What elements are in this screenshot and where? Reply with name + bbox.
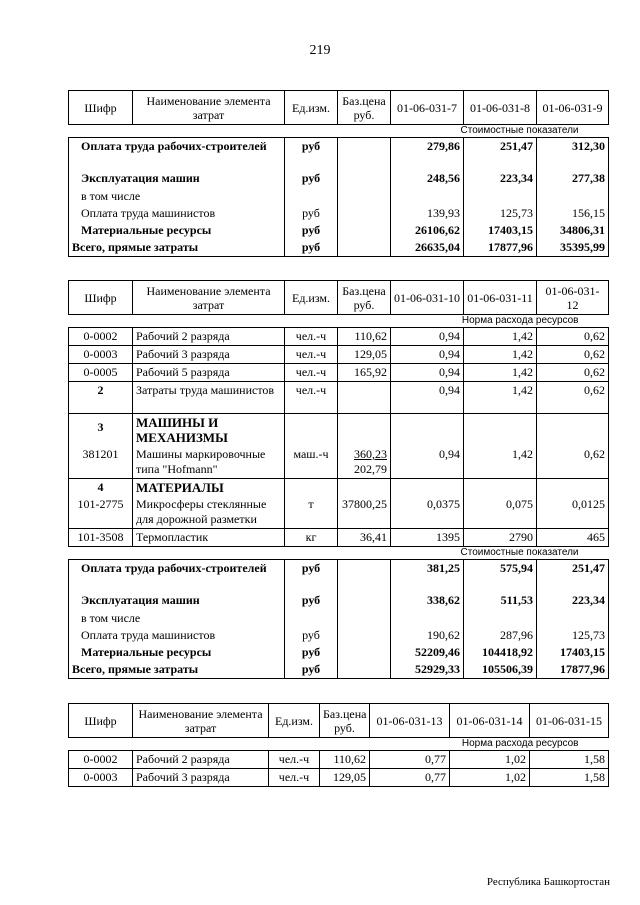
header-price: Баз.цена руб.: [338, 91, 391, 125]
row-unit: чел.-ч: [285, 328, 338, 346]
row-value: 17403,15: [464, 222, 537, 239]
row-price: 36,41: [338, 529, 391, 547]
row-unit: руб: [285, 627, 338, 644]
row-name: Термопластик: [133, 529, 285, 547]
row-code: 101-2775: [69, 496, 133, 529]
row-value: 338,62: [391, 592, 464, 610]
row-name: Рабочий 5 разряда: [133, 364, 285, 382]
table-row: [69, 751, 609, 769]
row-unit: руб: [285, 138, 338, 170]
section-label-row: [69, 125, 609, 138]
row-price: 129,05: [338, 346, 391, 364]
row-value: 35395,99: [537, 239, 609, 257]
header-price: Баз.цена руб.: [338, 281, 391, 315]
row-value: [464, 610, 537, 627]
row-name: Оплата труда рабочих-строителей: [69, 560, 285, 592]
row-price-secondary: 202,79: [354, 462, 387, 476]
table-row: [69, 610, 609, 627]
table-row: [69, 170, 609, 188]
table-row: [69, 364, 609, 382]
row-name: в том числе: [69, 610, 285, 627]
row-code: 0-0003: [69, 346, 133, 364]
row-value: 0,62: [537, 382, 609, 414]
row-unit: чел.-ч: [285, 364, 338, 382]
row-value: 1,42: [464, 364, 537, 382]
row-name: МАШИНЫ И МЕХАНИЗМЫ: [133, 414, 285, 447]
table-row: [69, 446, 609, 479]
header-col: 01-06-031-7: [391, 91, 464, 125]
row-value: 223,34: [464, 170, 537, 188]
row-value: 1,02: [450, 769, 530, 787]
row-name: Рабочий 2 разряда: [133, 751, 269, 769]
table-row: [69, 205, 609, 222]
row-value: 0,94: [391, 364, 464, 382]
row-price: 110,62: [338, 328, 391, 346]
row-price: [338, 661, 391, 679]
row-unit: чел.-ч: [285, 346, 338, 364]
table-row: [69, 222, 609, 239]
section-label: Норма расхода ресурсов: [69, 315, 609, 328]
row-price: [338, 239, 391, 257]
row-price: 129,05: [320, 769, 370, 787]
table-row: [69, 769, 609, 787]
header-name: Наименование элемента затрат: [133, 91, 285, 125]
row-value: 139,93: [391, 205, 464, 222]
header-col: 01-06-031-12: [537, 281, 609, 315]
row-value: 190,62: [391, 627, 464, 644]
row-value: 575,94: [464, 560, 537, 592]
row-value: 34806,31: [537, 222, 609, 239]
table-row: [69, 661, 609, 679]
row-price: [338, 138, 391, 170]
table-header-row: [69, 281, 609, 315]
row-unit: чел.-ч: [269, 751, 320, 769]
row-code: 3: [69, 414, 133, 447]
row-value: 287,96: [464, 627, 537, 644]
row-price: [338, 205, 391, 222]
table-row: [69, 414, 609, 447]
header-name: Наименование элемента затрат: [133, 281, 285, 315]
row-price: [338, 479, 391, 497]
table-header-row: [69, 704, 609, 738]
section-label-row: [69, 738, 609, 751]
row-code: 0-0005: [69, 364, 133, 382]
row-value: 279,86: [391, 138, 464, 170]
table-row: [69, 496, 609, 529]
row-value: [464, 188, 537, 205]
row-value: 1,58: [530, 769, 609, 787]
row-unit: [285, 188, 338, 205]
row-value: 17403,15: [537, 644, 609, 661]
row-unit: руб: [285, 592, 338, 610]
section-label: Стоимостные показатели: [69, 125, 609, 138]
row-price: [338, 446, 391, 479]
row-value: [537, 610, 609, 627]
row-value: 0,77: [370, 751, 450, 769]
row-price: [338, 188, 391, 205]
row-value: 1,42: [464, 382, 537, 414]
row-unit: кг: [285, 529, 338, 547]
row-value: 1,02: [450, 751, 530, 769]
row-value: [391, 414, 464, 447]
row-value: 465: [537, 529, 609, 547]
row-value: [391, 188, 464, 205]
row-name: Всего, прямые затраты: [69, 239, 285, 257]
row-name: Материальные ресурсы: [69, 644, 285, 661]
header-code: Шифр: [69, 704, 133, 738]
row-value: 0,075: [464, 496, 537, 529]
row-price: [338, 222, 391, 239]
row-name: Оплата труда машинистов: [69, 627, 285, 644]
row-value: 312,30: [537, 138, 609, 170]
table-row: [69, 188, 609, 205]
row-value: 105506,39: [464, 661, 537, 679]
row-value: [464, 414, 537, 447]
row-price-main: 360,23: [354, 447, 387, 461]
row-price: [338, 610, 391, 627]
resource-table-2: [68, 280, 609, 679]
row-value: 156,15: [537, 205, 609, 222]
row-value: 0,0375: [391, 496, 464, 529]
row-unit: [285, 414, 338, 447]
row-value: [391, 610, 464, 627]
table-row: [69, 479, 609, 497]
table-row: [69, 644, 609, 661]
table-row: [69, 627, 609, 644]
row-value: 52209,46: [391, 644, 464, 661]
row-value: 0,94: [391, 346, 464, 364]
row-name: Материальные ресурсы: [69, 222, 285, 239]
row-name: Рабочий 3 разряда: [133, 346, 285, 364]
section-label-row: [69, 547, 609, 560]
row-price: [338, 592, 391, 610]
section-label-row: [69, 315, 609, 328]
table-row: [69, 138, 609, 170]
table-row: [69, 592, 609, 610]
row-value: 1,42: [464, 346, 537, 364]
row-name: Всего, прямые затраты: [69, 661, 285, 679]
row-value: 17877,96: [537, 661, 609, 679]
row-price: 37800,25: [338, 496, 391, 529]
row-value: 0,77: [370, 769, 450, 787]
row-code: 0-0002: [69, 751, 133, 769]
table-row: [69, 328, 609, 346]
row-value: 248,56: [391, 170, 464, 188]
row-unit: чел.-ч: [285, 382, 338, 414]
row-name: Рабочий 3 разряда: [133, 769, 269, 787]
header-col: 01-06-031-8: [464, 91, 537, 125]
row-unit: [285, 479, 338, 497]
row-name: Рабочий 2 разряда: [133, 328, 285, 346]
row-value: 0,62: [537, 346, 609, 364]
row-value: 251,47: [464, 138, 537, 170]
table-row: [69, 560, 609, 592]
header-code: Шифр: [69, 91, 133, 125]
row-value: 0,94: [391, 382, 464, 414]
row-code: 2: [69, 382, 133, 414]
header-col: 01-06-031-11: [464, 281, 537, 315]
row-unit: [285, 610, 338, 627]
row-value: 1,42: [464, 446, 537, 479]
row-unit: чел.-ч: [269, 769, 320, 787]
header-code: Шифр: [69, 281, 133, 315]
section-label: Стоимостные показатели: [69, 547, 609, 560]
row-code: 0-0003: [69, 769, 133, 787]
row-code: 4: [69, 479, 133, 497]
row-code: 381201: [69, 446, 133, 479]
row-unit: руб: [285, 205, 338, 222]
footer-region: Республика Башкортостан: [486, 876, 610, 888]
row-name: Оплата труда рабочих-строителей: [69, 138, 285, 170]
row-value: 0,62: [537, 364, 609, 382]
row-value: 1,58: [530, 751, 609, 769]
section-label: Норма расхода ресурсов: [69, 738, 609, 751]
row-name: Затраты труда машинистов: [133, 382, 285, 414]
table-row: [69, 382, 609, 414]
row-value: 2790: [464, 529, 537, 547]
table-row: [69, 346, 609, 364]
row-value: [464, 479, 537, 497]
header-unit: Ед.изм.: [285, 91, 338, 125]
header-name: Наименование элемента затрат: [133, 704, 269, 738]
row-value: 1395: [391, 529, 464, 547]
row-price: 110,62: [320, 751, 370, 769]
row-value: [391, 479, 464, 497]
row-value: 104418,92: [464, 644, 537, 661]
row-value: 0,94: [391, 446, 464, 479]
table-header-row: [69, 91, 609, 125]
row-price: [338, 414, 391, 447]
row-value: 381,25: [391, 560, 464, 592]
row-value: 511,53: [464, 592, 537, 610]
row-value: 0,62: [537, 446, 609, 479]
table-row: [69, 239, 609, 257]
row-unit: руб: [285, 644, 338, 661]
row-code: 0-0002: [69, 328, 133, 346]
row-name: Машины маркировочные типа "Hofmann": [133, 446, 285, 479]
row-unit: руб: [285, 239, 338, 257]
row-name: в том числе: [69, 188, 285, 205]
row-price: 165,92: [338, 364, 391, 382]
row-value: 125,73: [537, 627, 609, 644]
page-number: 219: [309, 43, 331, 58]
header-price: Баз.цена руб.: [320, 704, 370, 738]
row-name: Эксплуатация машин: [69, 170, 285, 188]
row-value: 0,94: [391, 328, 464, 346]
row-unit: т: [285, 496, 338, 529]
row-unit: маш.-ч: [285, 446, 338, 479]
header-col: 01-06-031-10: [391, 281, 464, 315]
row-name: Эксплуатация машин: [69, 592, 285, 610]
row-unit: руб: [285, 222, 338, 239]
row-value: 223,34: [537, 592, 609, 610]
row-code: 101-3508: [69, 529, 133, 547]
row-unit: руб: [285, 560, 338, 592]
row-unit: руб: [285, 170, 338, 188]
row-name: Оплата труда машинистов: [69, 205, 285, 222]
row-price: [338, 382, 391, 414]
row-value: 52929,33: [391, 661, 464, 679]
row-name: МАТЕРИАЛЫ: [133, 479, 285, 497]
row-value: 277,38: [537, 170, 609, 188]
row-value: 1,42: [464, 328, 537, 346]
row-value: [537, 414, 609, 447]
header-unit: Ед.изм.: [269, 704, 320, 738]
row-value: 125,73: [464, 205, 537, 222]
header-col: 01-06-031-13: [370, 704, 450, 738]
header-col: 01-06-031-15: [530, 704, 609, 738]
row-price: [338, 560, 391, 592]
row-unit: руб: [285, 661, 338, 679]
header-unit: Ед.изм.: [285, 281, 338, 315]
header-col: 01-06-031-14: [450, 704, 530, 738]
row-price: [338, 170, 391, 188]
row-value: [537, 188, 609, 205]
row-value: 26106,62: [391, 222, 464, 239]
row-value: [537, 479, 609, 497]
table-row: [69, 529, 609, 547]
row-value: 0,62: [537, 328, 609, 346]
resource-table-3: [68, 703, 609, 787]
row-value: 0,0125: [537, 496, 609, 529]
row-value: 26635,04: [391, 239, 464, 257]
cost-table-1: [68, 90, 609, 257]
header-col: 01-06-031-9: [537, 91, 609, 125]
row-price: [338, 644, 391, 661]
row-value: 17877,96: [464, 239, 537, 257]
row-price: [338, 627, 391, 644]
row-name: Микросферы стеклянные для дорожной разметки: [133, 496, 285, 529]
row-value: 251,47: [537, 560, 609, 592]
